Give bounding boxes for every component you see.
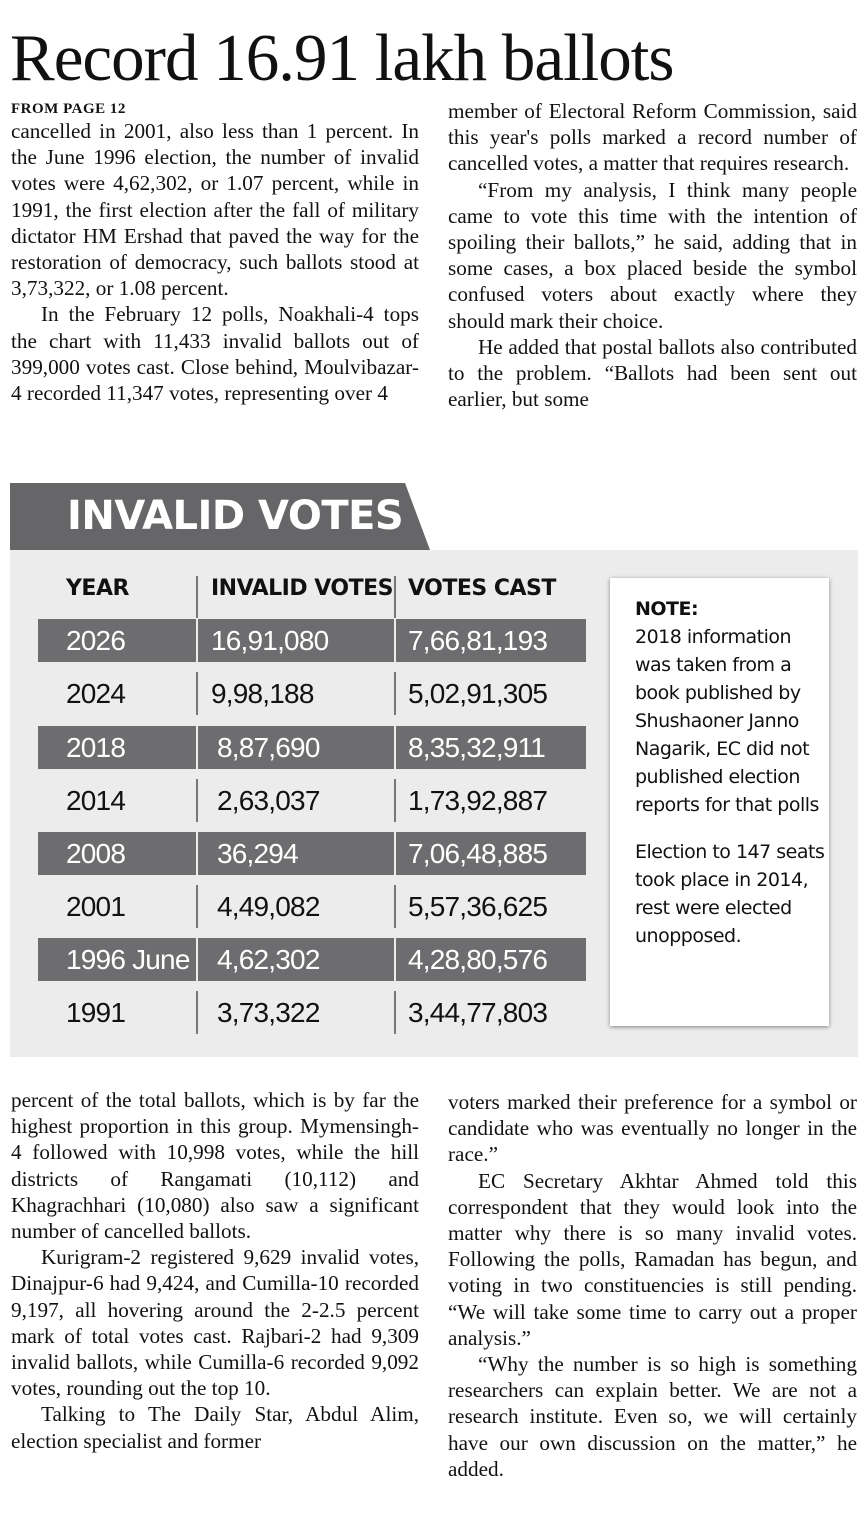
- cell-divider: [196, 832, 198, 875]
- cell-divider: [394, 726, 396, 769]
- cell-year: 2008: [66, 838, 126, 869]
- cell-divider: [196, 726, 198, 769]
- cell-invalid-votes: 36,294: [217, 838, 298, 869]
- article-paragraph: He added that postal ballots also contributed to the problem. “Ballots had been sent out earlier, but some: [448, 334, 857, 412]
- cell-votes-cast: 1,73,92,887: [408, 785, 548, 816]
- cell-year: 2018: [66, 732, 126, 763]
- article-column-right-top: [448, 98, 857, 412]
- cell-divider: [394, 885, 396, 928]
- header-divider: [394, 576, 396, 618]
- cell-divider: [394, 938, 396, 981]
- from-page-label: FROM PAGE 12: [11, 101, 126, 117]
- header-year: YEAR: [66, 576, 129, 601]
- cell-year: 2001: [66, 891, 126, 922]
- cell-votes-cast: 4,28,80,576: [408, 944, 548, 975]
- cell-votes-cast: 7,06,48,885: [408, 838, 548, 869]
- cell-votes-cast: 3,44,77,803: [408, 997, 548, 1028]
- cell-votes-cast: 8,35,32,911: [408, 732, 546, 763]
- cell-divider: [394, 672, 396, 715]
- cell-invalid-votes: 3,73,322: [217, 997, 320, 1028]
- note-text: 2018 information was taken from a book published by Shushaoner Janno Nagarik, EC did not published election reports for that polls: [635, 626, 819, 816]
- cell-year: 2014: [66, 785, 126, 816]
- cell-divider: [394, 619, 396, 662]
- cell-divider: [196, 885, 198, 928]
- headline: Record 16.91 lakh ballots: [10, 21, 674, 95]
- cell-votes-cast: 5,02,91,305: [408, 678, 548, 709]
- article-paragraph: “Why the number is so high is something researchers can explain better. We are not a research institute. Even so, we will certainly have our own discussion on the matter,” he added.: [448, 1352, 857, 1481]
- article-column-left-bottom: [11, 1087, 419, 1454]
- cell-divider: [394, 779, 396, 822]
- note-title: NOTE:: [635, 598, 699, 620]
- cell-year: 1996 June: [66, 944, 190, 975]
- note-text: Election to 147 seats took place in 2014, rest were elected unopposed.: [635, 841, 825, 947]
- article-paragraph: voters marked their preference for a symbol or candidate who was eventually no longer in the race.”: [448, 1090, 857, 1167]
- cell-invalid-votes: 8,87,690: [217, 732, 320, 763]
- note-box: [610, 578, 829, 1026]
- cell-divider: [196, 672, 198, 715]
- cell-divider: [196, 991, 198, 1034]
- article-paragraph: member of Electoral Reform Commission, said this year's polls marked a record number of cancelled votes, a matter that requires research.: [448, 99, 857, 176]
- cell-divider: [196, 619, 198, 662]
- header-divider: [196, 576, 198, 618]
- article-paragraph: “From my analysis, I think many people came to vote this time with the intention of spoiling their ballots,” he said, adding that in some cases, a box placed beside the symbol confused voters about exactly where they should mark their choice.: [448, 177, 857, 333]
- table-row: [38, 885, 586, 928]
- cell-year: 2024: [66, 678, 126, 709]
- article-paragraph: EC Secretary Akhtar Ahmed told this correspondent that they would look into the matter why there is so many invalid votes. Following the polls, Ramadan has begun, and voting in two constituencies is still pending. “We will take some time to carry out a proper analysis.”: [448, 1168, 857, 1350]
- article-paragraph: Kurigram-2 registered 9,629 invalid votes, Dinajpur-6 had 9,424, and Cumilla-10 recorded 9,197, all hovering around the 2-2.5 percent mark of total votes cast. Rajbari-2 had 9,309 invalid ballots, while Cumilla-6 recorded 9,092 votes, rounding out the top 10.: [11, 1245, 419, 1401]
- cell-invalid-votes: 2,63,037: [217, 785, 320, 816]
- article-paragraph: Talking to The Daily Star, Abdul Alim, election specialist and former: [11, 1402, 419, 1453]
- table-row: [38, 672, 586, 715]
- infographic-title: INVALID VOTES: [67, 493, 404, 539]
- cell-divider: [394, 832, 396, 875]
- cell-divider: [196, 779, 198, 822]
- article-paragraph: percent of the total ballots, which is by far the highest proportion in this group. Mymensingh-4 followed with 10,998 votes, while the hill districts of Rangamati (10,112) and Khagrachhari (10,080) also saw a significant number of cancelled ballots.: [11, 1088, 419, 1244]
- article-column-right-bottom: [448, 1089, 857, 1482]
- table-row: [38, 619, 586, 662]
- table-row: [38, 832, 586, 875]
- cell-votes-cast: 5,57,36,625: [408, 891, 548, 922]
- cell-year: 1991: [66, 997, 126, 1028]
- cell-year: 2026: [66, 625, 126, 656]
- header-invalid-votes: INVALID VOTES: [211, 576, 394, 601]
- cell-invalid-votes: 9,98,188: [211, 678, 314, 709]
- table-row: [38, 991, 586, 1034]
- cell-invalid-votes: 16,91,080: [211, 625, 329, 656]
- table-row: [38, 726, 586, 769]
- table-row: [38, 779, 586, 822]
- cell-votes-cast: 7,66,81,193: [408, 625, 548, 656]
- cell-divider: [196, 938, 198, 981]
- header-votes-cast: VOTES CAST: [408, 576, 556, 601]
- cell-invalid-votes: 4,62,302: [217, 944, 320, 975]
- article-column-left-top: [11, 100, 419, 406]
- article-paragraph: In the February 12 polls, Noakhali-4 tops the chart with 11,433 invalid ballots out of 399,000 votes cast. Close behind, Moulvibazar-4 recorded 11,347 votes, representing over 4: [11, 302, 419, 406]
- cell-divider: [394, 991, 396, 1034]
- cell-invalid-votes: 4,49,082: [217, 891, 320, 922]
- article-paragraph: cancelled in 2001, also less than 1 percent. In the June 1996 election, the number of invalid votes were 4,62,302, or 1.07 percent, while in 1991, the first election after the fall of military dictator HM Ershad that paved the way for the restoration of democracy, such ballots stood at 3,73,322, or 1.08 percent.: [11, 119, 419, 301]
- table-row: [38, 938, 586, 981]
